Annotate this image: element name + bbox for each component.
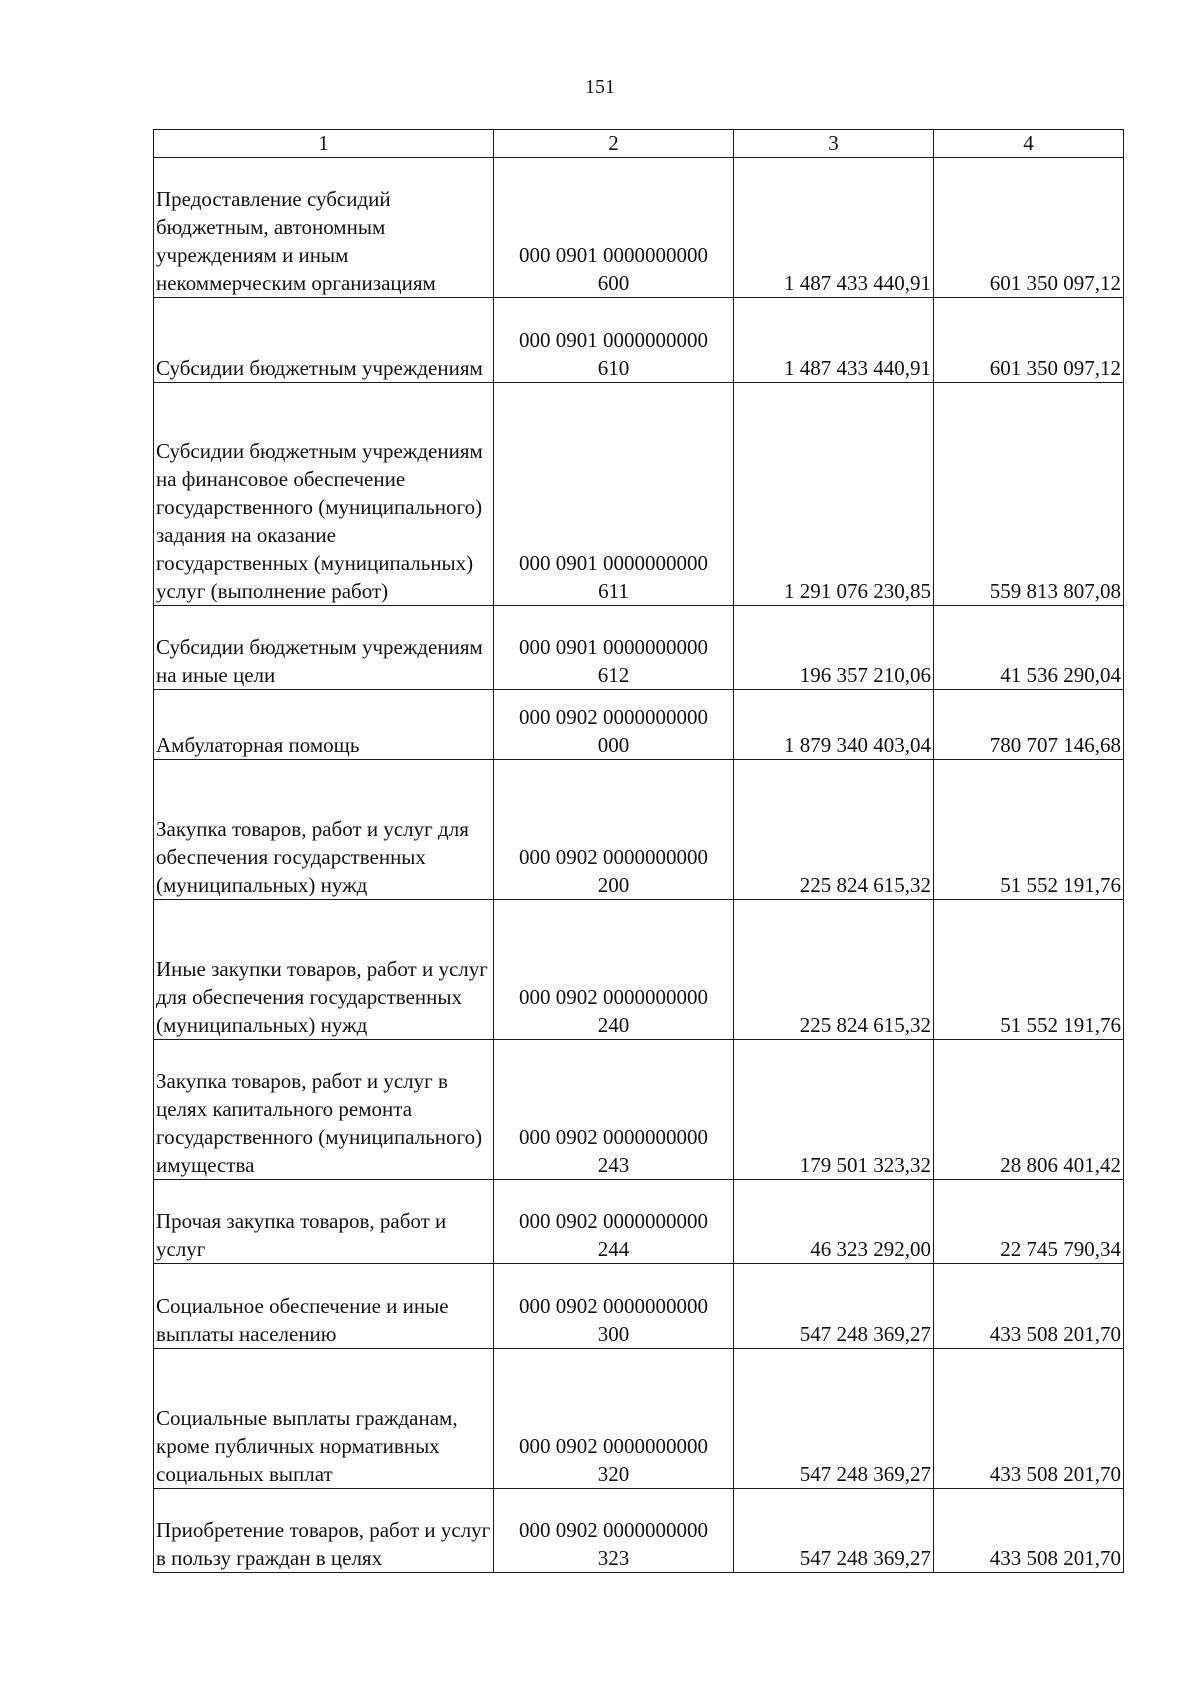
value-col4: 433 508 201,70 [934, 1264, 1124, 1349]
code-main: 000 0901 0000000000 [519, 328, 708, 352]
row-name: Субсидии бюджетным учреждениям [154, 298, 494, 383]
row-name: Закупка товаров, работ и услуг для обеспечения государственных (муниципальных) нужд [154, 760, 494, 900]
table-row [154, 606, 1124, 690]
code-main: 000 0902 0000000000 [519, 1209, 708, 1233]
row-code [494, 1489, 734, 1573]
value-col3: 1 879 340 403,04 [734, 690, 934, 760]
row-name: Прочая закупка товаров, работ и услуг [154, 1180, 494, 1264]
table-row [154, 1264, 1124, 1349]
value-col4: 51 552 191,76 [934, 900, 1124, 1040]
value-col4: 601 350 097,12 [934, 298, 1124, 383]
table-row [154, 1489, 1124, 1573]
code-type: 200 [597, 873, 630, 897]
code-main: 000 0902 0000000000 [519, 1518, 708, 1542]
value-col4: 559 813 807,08 [934, 383, 1124, 606]
code-type: 000 [597, 733, 630, 757]
table-row [154, 760, 1124, 900]
code-type: 300 [597, 1322, 630, 1346]
table-row [154, 383, 1124, 606]
code-main: 000 0901 0000000000 [519, 243, 708, 267]
row-name: Амбулаторная помощь [154, 690, 494, 760]
table-row [154, 1180, 1124, 1264]
value-col3: 225 824 615,32 [734, 900, 934, 1040]
row-name: Иные закупки товаров, работ и услуг для обеспечения государственных (муниципальных) нужд [154, 900, 494, 1040]
row-code [494, 1264, 734, 1349]
table-row [154, 1349, 1124, 1489]
code-type: 600 [597, 271, 630, 295]
code-main: 000 0901 0000000000 [519, 635, 708, 659]
column-header-4: 4 [934, 130, 1124, 158]
code-main: 000 0902 0000000000 [519, 985, 708, 1009]
code-main: 000 0901 0000000000 [519, 551, 708, 575]
table-row [154, 690, 1124, 760]
value-col3: 1 487 433 440,91 [734, 298, 934, 383]
value-col4: 601 350 097,12 [934, 158, 1124, 298]
code-type: 244 [597, 1237, 630, 1261]
code-main: 000 0902 0000000000 [519, 705, 708, 729]
value-col3: 1 291 076 230,85 [734, 383, 934, 606]
value-col3: 196 357 210,06 [734, 606, 934, 690]
value-col4: 433 508 201,70 [934, 1489, 1124, 1573]
row-code [494, 1349, 734, 1489]
table-row [154, 900, 1124, 1040]
row-code [494, 1180, 734, 1264]
header-row [154, 130, 1124, 158]
table-row [154, 158, 1124, 298]
column-header-1: 1 [154, 130, 494, 158]
value-col3: 225 824 615,32 [734, 760, 934, 900]
code-type: 240 [597, 1013, 630, 1037]
code-type: 323 [597, 1546, 630, 1570]
value-col4: 41 536 290,04 [934, 606, 1124, 690]
value-col3: 1 487 433 440,91 [734, 158, 934, 298]
value-col4: 51 552 191,76 [934, 760, 1124, 900]
value-col4: 28 806 401,42 [934, 1040, 1124, 1180]
value-col3: 547 248 369,27 [734, 1349, 934, 1489]
value-col3: 547 248 369,27 [734, 1489, 934, 1573]
row-code [494, 158, 734, 298]
row-code [494, 1040, 734, 1180]
code-main: 000 0902 0000000000 [519, 1294, 708, 1318]
row-code [494, 298, 734, 383]
row-code [494, 900, 734, 1040]
row-code [494, 383, 734, 606]
value-col3: 179 501 323,32 [734, 1040, 934, 1180]
row-code [494, 760, 734, 900]
table-row [154, 298, 1124, 383]
column-header-2: 2 [494, 130, 734, 158]
value-col3: 547 248 369,27 [734, 1264, 934, 1349]
value-col4: 433 508 201,70 [934, 1349, 1124, 1489]
page-number: 151 [585, 76, 615, 98]
row-name: Приобретение товаров, работ и услуг в пользу граждан в целях [154, 1489, 494, 1573]
row-code [494, 690, 734, 760]
row-name: Социальные выплаты гражданам, кроме публичных нормативных социальных выплат [154, 1349, 494, 1489]
row-name: Закупка товаров, работ и услуг в целях капитального ремонта государственного (муниципального) имущества [154, 1040, 494, 1180]
row-name: Предоставление субсидий бюджетным, автономным учреждениям и иным некоммерческим организациям [154, 158, 494, 298]
table-row [154, 1040, 1124, 1180]
row-name: Субсидии бюджетным учреждениям на финансовое обеспечение государственного (муниципального) задания на оказание государственных (муниципальных) услуг (выполнение работ) [154, 383, 494, 606]
code-type: 611 [598, 579, 629, 603]
row-name: Субсидии бюджетным учреждениям на иные цели [154, 606, 494, 690]
value-col4: 22 745 790,34 [934, 1180, 1124, 1264]
row-code [494, 606, 734, 690]
budget-table [153, 129, 1124, 1573]
code-main: 000 0902 0000000000 [519, 1125, 708, 1149]
code-main: 000 0902 0000000000 [519, 1434, 708, 1458]
code-type: 612 [597, 663, 630, 687]
code-type: 610 [597, 356, 630, 380]
code-type: 320 [597, 1462, 630, 1486]
value-col4: 780 707 146,68 [934, 690, 1124, 760]
code-type: 243 [597, 1153, 630, 1177]
value-col3: 46 323 292,00 [734, 1180, 934, 1264]
column-header-3: 3 [734, 130, 934, 158]
code-main: 000 0902 0000000000 [519, 845, 708, 869]
row-name: Социальное обеспечение и иные выплаты населению [154, 1264, 494, 1349]
